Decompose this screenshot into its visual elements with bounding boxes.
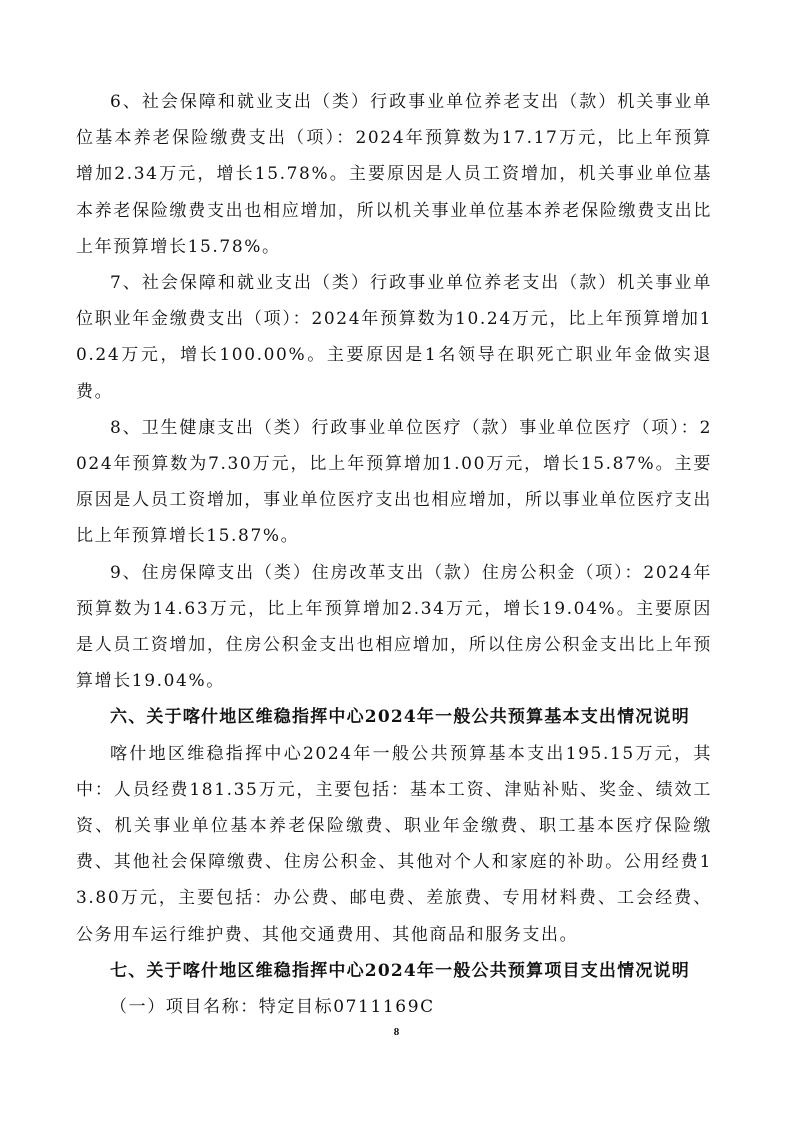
page-number: 8	[393, 1026, 400, 1038]
section-7-item-1: （一）项目名称：特定目标0711169C	[110, 997, 435, 1018]
section-6-body: 喀什地区维稳指挥中心2024年一般公共预算基本支出195.15万元，其中：人员经费181.35万元，主要包括：基本工资、津贴补贴、奖金、绩效工资、机关事业单位基本养老保险缴费、职业年金缴费、职工基本医疗保险缴费、其他社会保障缴费、住房公积金、其他对个人和家庭的补助。公用经费13.80万元，主要包括：办公费、邮电费、差旅费、专用材料费、工会经费、公务用车运行维护费、其他交通费用、其他商品和服务支出。	[76, 743, 712, 945]
paragraph-item-6: 6、社会保障和就业支出（类）行政事业单位养老支出（款）机关事业单位基本养老保险缴费支出（项）：2024年预算数为17.17万元，比上年预算增加2.34万元，增长15.78%。主要原因是人员工资增加，机关事业单位基本养老保险缴费支出也相应增加，所以机关事业单位基本养老保险缴费支出比上年预算增长15.78%。	[76, 92, 712, 257]
section-7-heading: 七、关于喀什地区维稳指挥中心2024年一般公共预算项目支出情况说明	[110, 960, 690, 981]
paragraph-item-9: 9、住房保障支出（类）住房改革支出（款）住房公积金（项）：2024年预算数为14.63万元，比上年预算增加2.34万元，增长19.04%。主要原因是人员工资增加，住房公积金支出也相应增加，所以住房公积金支出比上年预算增长19.04%。	[76, 562, 712, 692]
section-6-heading: 六、关于喀什地区维稳指挥中心2024年一般公共预算基本支出情况说明	[110, 707, 690, 728]
document-page	[76, 84, 712, 1025]
paragraph-item-8: 8、卫生健康支出（类）行政事业单位医疗（款）事业单位医疗（项）：2024年预算数为7.30万元，比上年预算增加1.00万元，增长15.87%。主要原因是人员工资增加，事业单位医疗支出也相应增加，所以事业单位医疗支出比上年预算增长15.87%。	[76, 417, 712, 547]
paragraph-item-7: 7、社会保障和就业支出（类）行政事业单位养老支出（款）机关事业单位职业年金缴费支出（项）：2024年预算数为10.24万元，比上年预算增加10.24万元，增长100.00%。主要原因是1名领导在职死亡职业年金做实退费。	[76, 273, 712, 402]
